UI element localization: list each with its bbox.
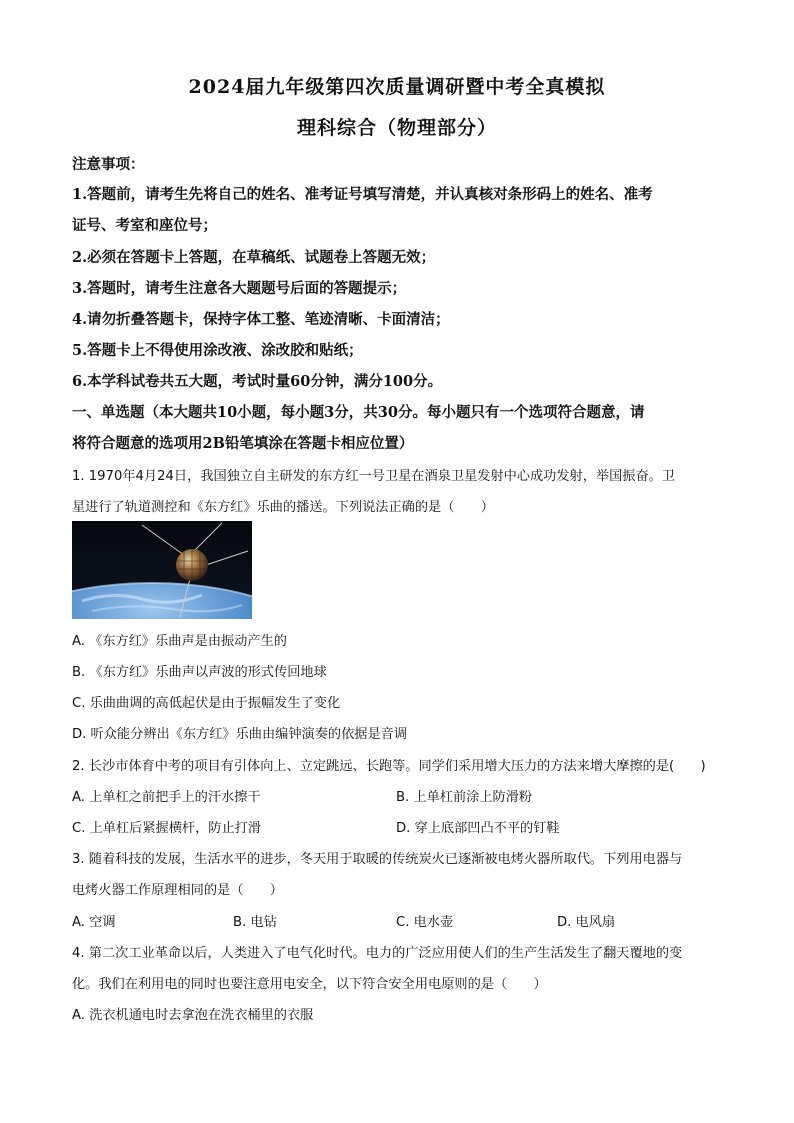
- section-heading: 一、单选题（本大题共10小题，每小题3分，共30分。每小题只有一个选项符合题意，请: [72, 404, 645, 421]
- question-3-option-c: C. 电水壶: [396, 915, 454, 930]
- question-2-option-a: A. 上单杠之前把手上的汗水擦干: [72, 790, 261, 805]
- question-2-option-c: C. 上单杠后紧握横杆，防止打滑: [72, 821, 262, 836]
- question-2-option-d: D. 穿上底部凹凸不平的钉鞋: [396, 821, 560, 836]
- question-1-stem: 1. 1970年4月24日，我国独立自主研发的东方红一号卫星在酒泉卫星发射中心成功发射，举国振奋。卫: [72, 469, 676, 484]
- question-3-option-d: D. 电风扇: [557, 915, 616, 930]
- notes-item: 4.请勿折叠答题卡，保持字体工整、笔迹清晰、卡面清洁；: [72, 311, 450, 328]
- notes-item: 证号、考室和座位号；: [72, 217, 217, 234]
- question-1-option-b: B. 《东方红》乐曲声以声波的形式传回地球: [72, 665, 327, 680]
- notes-heading: 注意事项：: [72, 156, 145, 173]
- notes-item: 1.答题前，请考生先将自己的姓名、准考证号填写清楚，并认真核对条形码上的姓名、准考: [72, 186, 653, 203]
- question-1-option-a: A. 《东方红》乐曲声是由振动产生的: [72, 634, 287, 649]
- question-3-option-b: B. 电钻: [233, 915, 277, 930]
- notes-item: 5.答题卡上不得使用涂改液、涂改胶和贴纸；: [72, 342, 363, 359]
- question-4-stem: 4. 第二次工业革命以后，人类进入了电气化时代。电力的广泛应用使人们的生产生活发生了翻天覆地的变: [72, 946, 683, 961]
- question-3-option-a: A. 空调: [72, 915, 116, 930]
- question-2-option-b: B. 上单杠前涂上防滑粉: [396, 790, 533, 805]
- question-1-option-c: C. 乐曲曲调的高低起伏是由于振幅发生了变化: [72, 696, 341, 711]
- question-4-stem-cont: 化。我们在利用电的同时也要注意用电安全，以下符合安全用电原则的是（ ）: [72, 977, 547, 992]
- question-3-stem: 3. 随着科技的发展，生活水平的进步，冬天用于取暖的传统炭火已逐渐被电烤火器所取代。下列用电器与: [72, 852, 683, 867]
- question-2-stem: 2. 长沙市体育中考的项目有引体向上、立定跳远、长跑等。同学们采用增大压力的方法来增大摩擦的是( ): [72, 759, 706, 774]
- section-heading-cont: 将符合题意的选项用2B铅笔填涂在答题卡相应位置）: [72, 435, 414, 452]
- question-3-stem-cont: 电烤火器工作原理相同的是（ ）: [72, 883, 283, 898]
- notes-item: 6.本学科试卷共五大题，考试时量60分钟，满分100分。: [72, 373, 443, 390]
- notes-item: 3.答题时，请考生注意各大题题号后面的答题提示；: [72, 280, 407, 297]
- page-subtitle: 理科综合（物理部分）: [296, 117, 497, 139]
- question-4-option-a: A. 洗衣机通电时去拿泡在洗衣桶里的衣服: [72, 1008, 314, 1023]
- notes-item: 2.必须在答题卡上答题，在草稿纸、试题卷上答题无效；: [72, 249, 436, 266]
- question-1-stem-cont: 星进行了轨道测控和《东方红》乐曲的播送。下列说法正确的是（ ）: [72, 500, 494, 515]
- question-1-option-d: D. 听众能分辨出《东方红》乐曲由编钟演奏的依据是音调: [72, 727, 408, 742]
- satellite-image: [72, 521, 252, 619]
- page-title: 2024届九年级第四次质量调研暨中考全真模拟: [188, 76, 606, 98]
